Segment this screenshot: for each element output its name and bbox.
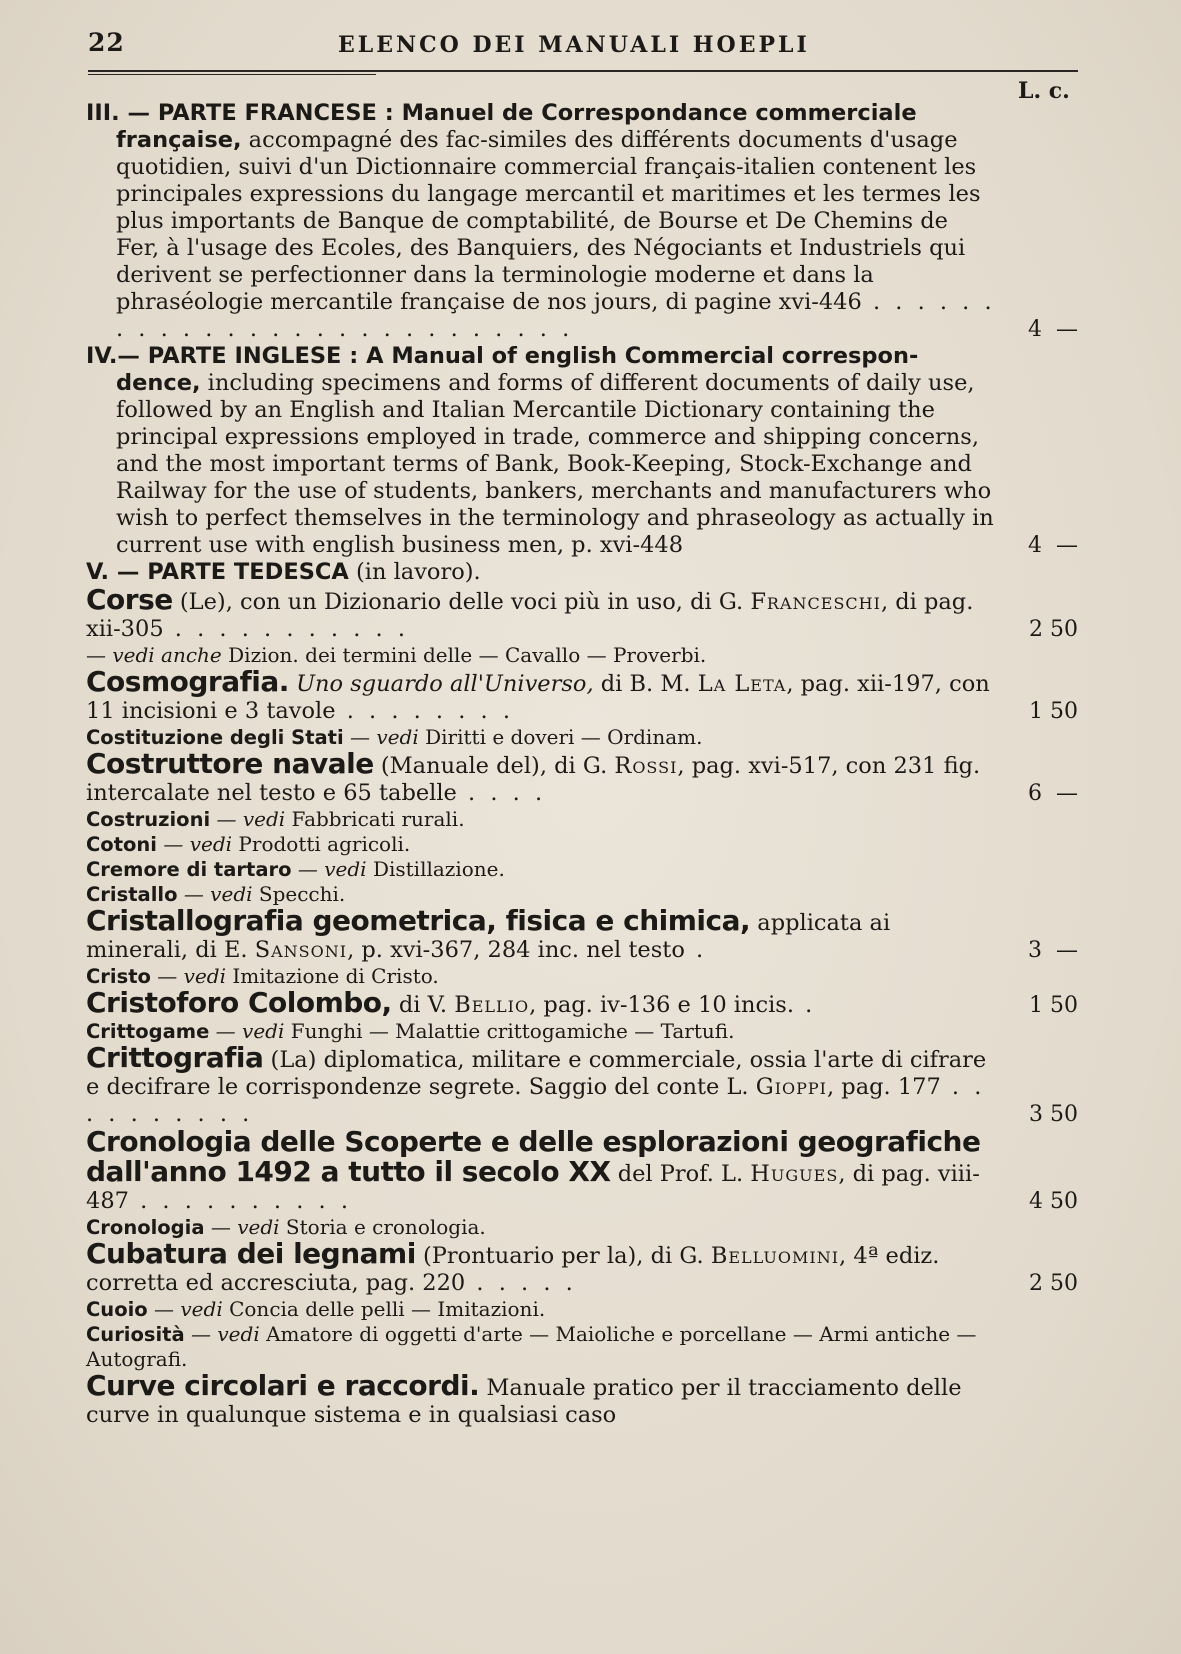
entry-title: Cristallografia geometrica, fisica e chimica, [86,904,751,937]
entry-price: 6 — [1028,781,1078,806]
cross-reference-text: Amatore di oggetti d'arte — Maioliche e porcellane — Armi antiche — Autografi. [86,1322,977,1371]
reference-term: Curiosità [86,1323,185,1346]
see-label: — vedi [210,807,286,831]
entry-title: Corse [86,583,173,616]
catalog-entry [86,559,1078,586]
see-label: — vedi [343,725,419,749]
running-title: ELENCO DEI MANUALI HOEPLI [338,32,810,58]
reference-term: Crittogame [86,1020,210,1043]
entry-price: 1 50 [1029,699,1078,724]
entry-author: Gioppi [755,1074,827,1100]
catalog-entry [86,904,1078,964]
entry-heading: V. — PARTE TEDESCA [86,559,349,585]
entry-author: Rossi [614,753,678,779]
cross-reference [86,807,1078,832]
cross-reference-text: Diritti e doveri — Ordinam. [418,725,703,749]
entry-description: including specimens and forms of different documents of daily use, followed by an English and Italian Mercantile Dictionary containing the principal expressions employed in trade, commerce and shipping concerns, and the most important terms of Bank, Book-Keeping, Stock-Exchange and Railway for the use of students, bankers, merchants and manufacturers who wish to perfect themselves in the terminology and phraseology as actually in current use with english business men, p. xvi-448 [116,370,994,558]
see-also-label: — vedi anche [86,643,222,667]
entry-price: 2 50 [1029,1271,1078,1296]
entry-price: 2 50 [1029,617,1078,642]
entry-details: , 4ª ediz. corretta ed accresciuta, pag. 220 [86,1243,940,1296]
see-label: — vedi [184,1322,260,1346]
price-column-header: L. c. [1018,78,1070,104]
entry-description: (Le), con un Dizionario delle voci più in uso, di G. [172,589,751,615]
catalog-entry [86,343,1078,559]
dot-leader: . . . . . . . . . . [86,1074,986,1127]
see-label: — vedi [157,832,233,856]
entry-description: di B. M. [593,671,698,697]
catalog-entry [86,1237,1078,1297]
entry-author: Sansoni [254,937,348,963]
entry-details: , di pag. viii-487 [86,1161,980,1214]
entry-description: (in lavoro). [348,559,481,585]
entry-list [86,100,1078,1429]
catalog-entry [86,1041,1078,1128]
page-number: 22 [88,28,125,57]
entry-title: Cosmografia. [86,665,289,698]
entry-details: , pag. 177 [827,1074,941,1100]
reference-term: Cristo [86,965,151,988]
see-label: — vedi [209,1019,285,1043]
entry-author: Belluomini [710,1243,840,1269]
dot-leader: . . . . . . . . . . . . . . . . . . . . . . . . . . . [116,289,996,342]
dot-leader: . . . . . . . . . . [128,1188,352,1214]
entry-price: 1 50 [1029,993,1078,1018]
header-rule-short [88,74,376,75]
cross-reference [86,1297,1078,1322]
cross-reference [86,1322,1078,1372]
entry-description: Manuale pratico per il tracciamento delle curve in qualunque sistema e in qualsiasi caso [86,1375,962,1428]
cross-reference-text: Specchi. [252,882,346,906]
reference-term: Cristallo [86,883,178,906]
see-label: — vedi [150,964,226,988]
entry-description: applicata ai minerali, di E. [86,910,891,963]
entry-author: Franceschi [750,589,881,615]
cross-reference-text: Storia e cronologia. [279,1215,486,1239]
entry-description: (Manuale del), di G. [373,753,615,779]
entry-title: Cronologia delle Scoperte e delle esplorazioni geografiche dall'anno 1492 a tutto il secolo XX [86,1125,981,1188]
entry-author: Hugues [750,1161,839,1187]
entry-title: Costruttore navale [86,747,374,780]
reference-term: Cuoio [86,1298,148,1321]
catalog-entry [86,100,1078,343]
cross-reference-text: Imitazione di Cristo. [226,964,439,988]
entry-author: Bellio [454,992,530,1018]
entry-heading: III. — PARTE FRANCESE : Manuel de Correspondance commerciale [86,100,917,126]
catalog-entry [86,583,1078,643]
entry-details: , di pag. xii-305 [86,589,974,642]
entry-price: 4 50 [1029,1189,1078,1214]
see-label: — vedi [204,1215,280,1239]
entry-price: 3 — [1028,938,1078,963]
dot-leader: . . . . . [465,1270,577,1296]
dot-leader: . [793,992,817,1018]
entry-details: , pag. xii-197, con 11 incisioni e 3 tavole [86,671,990,724]
entry-description: (Prontuario per la), di G. [415,1243,711,1269]
entry-author: La Leta [697,671,787,697]
cross-reference [86,832,1078,857]
entry-details: , p. xvi-367, 284 inc. nel testo [347,937,685,963]
entry-title: Cubatura dei legnami [86,1237,416,1270]
reference-term: Cotoni [86,833,157,856]
reference-term: Costituzione degli Stati [86,726,344,749]
catalog-entry [86,1125,1078,1215]
entry-price: 3 50 [1029,1102,1078,1127]
see-label: — vedi [177,882,253,906]
entry-details: , pag. xvi-517, con 231 fig. intercalate nel testo e 65 tabelle [86,753,981,806]
dot-leader: . . . . . . . . . . . [163,616,409,642]
cross-reference-text: Fabbricati rurali. [285,807,465,831]
dot-leader: . [684,937,708,963]
dot-leader: . . . . [456,780,547,806]
entry-title: Curve circolari e raccordi. [86,1369,480,1402]
see-label: — vedi [147,1297,223,1321]
entry-title: Crittografia [86,1041,264,1074]
entry-description: (La) diplomatica, militare e commerciale, ossia l'arte di cifrare e decifrare le corrispondenze segrete. Saggio del conte L. [86,1047,987,1100]
cross-reference-text: Funghi — Malattie crittogamiche — Tartufi. [284,1019,735,1043]
entry-price: 4 — [1028,533,1078,558]
header-rule [88,70,1078,72]
see-label: — vedi [291,857,367,881]
entry-description: accompagné des fac-similes des différents documents d'usage quotidien, suivi d'un Dictionnaire commercial français-italien contenent les principales expressions du langage mercantil et maritimes et les termes les plus importants de Banque de comptabilité, de Bourse et De Chemins de Fer, à l'usage des Ecoles, des Banquiers, des Négociants et Industriels qui derivent se perfectionner dans la terminologie moderne et dans la phraséologie mercantile française de nos jours, di pagine xvi-446 [116,127,981,315]
dot-leader: . . . . . . . . [335,698,514,724]
entry-description: di V. [391,992,455,1018]
cross-reference-text: Dizion. dei termini delle — Cavallo — Proverbi. [221,643,707,667]
catalog-entry [86,1369,1078,1429]
reference-term: Costruzioni [86,808,211,831]
catalog-entry [86,747,1078,807]
catalog-entry [86,986,1078,1019]
page-header [88,28,1078,68]
entry-title: Cristoforo Colombo, [86,986,392,1019]
cross-reference [86,857,1078,882]
reference-term: Cronologia [86,1216,205,1239]
entry-heading-cont: dence, [116,370,201,396]
entry-description: del Prof. L. [610,1161,751,1187]
cross-reference-text: Prodotti agricoli. [232,832,411,856]
entry-details: , pag. iv-136 e 10 incis. [529,992,794,1018]
entry-heading-cont: française, [116,127,242,153]
catalog-entry [86,665,1078,725]
entry-subtitle: Uno sguardo all'Universo, [288,671,594,697]
reference-term: Cremore di tartaro [86,858,292,881]
cross-reference-text: Distillazione. [366,857,505,881]
cross-reference-text: Concia delle pelli — Imitazioni. [222,1297,546,1321]
entry-price: 4 — [1028,317,1078,342]
entry-heading: IV.— PARTE INGLESE : A Manual of english Commercial correspon- [86,343,919,369]
